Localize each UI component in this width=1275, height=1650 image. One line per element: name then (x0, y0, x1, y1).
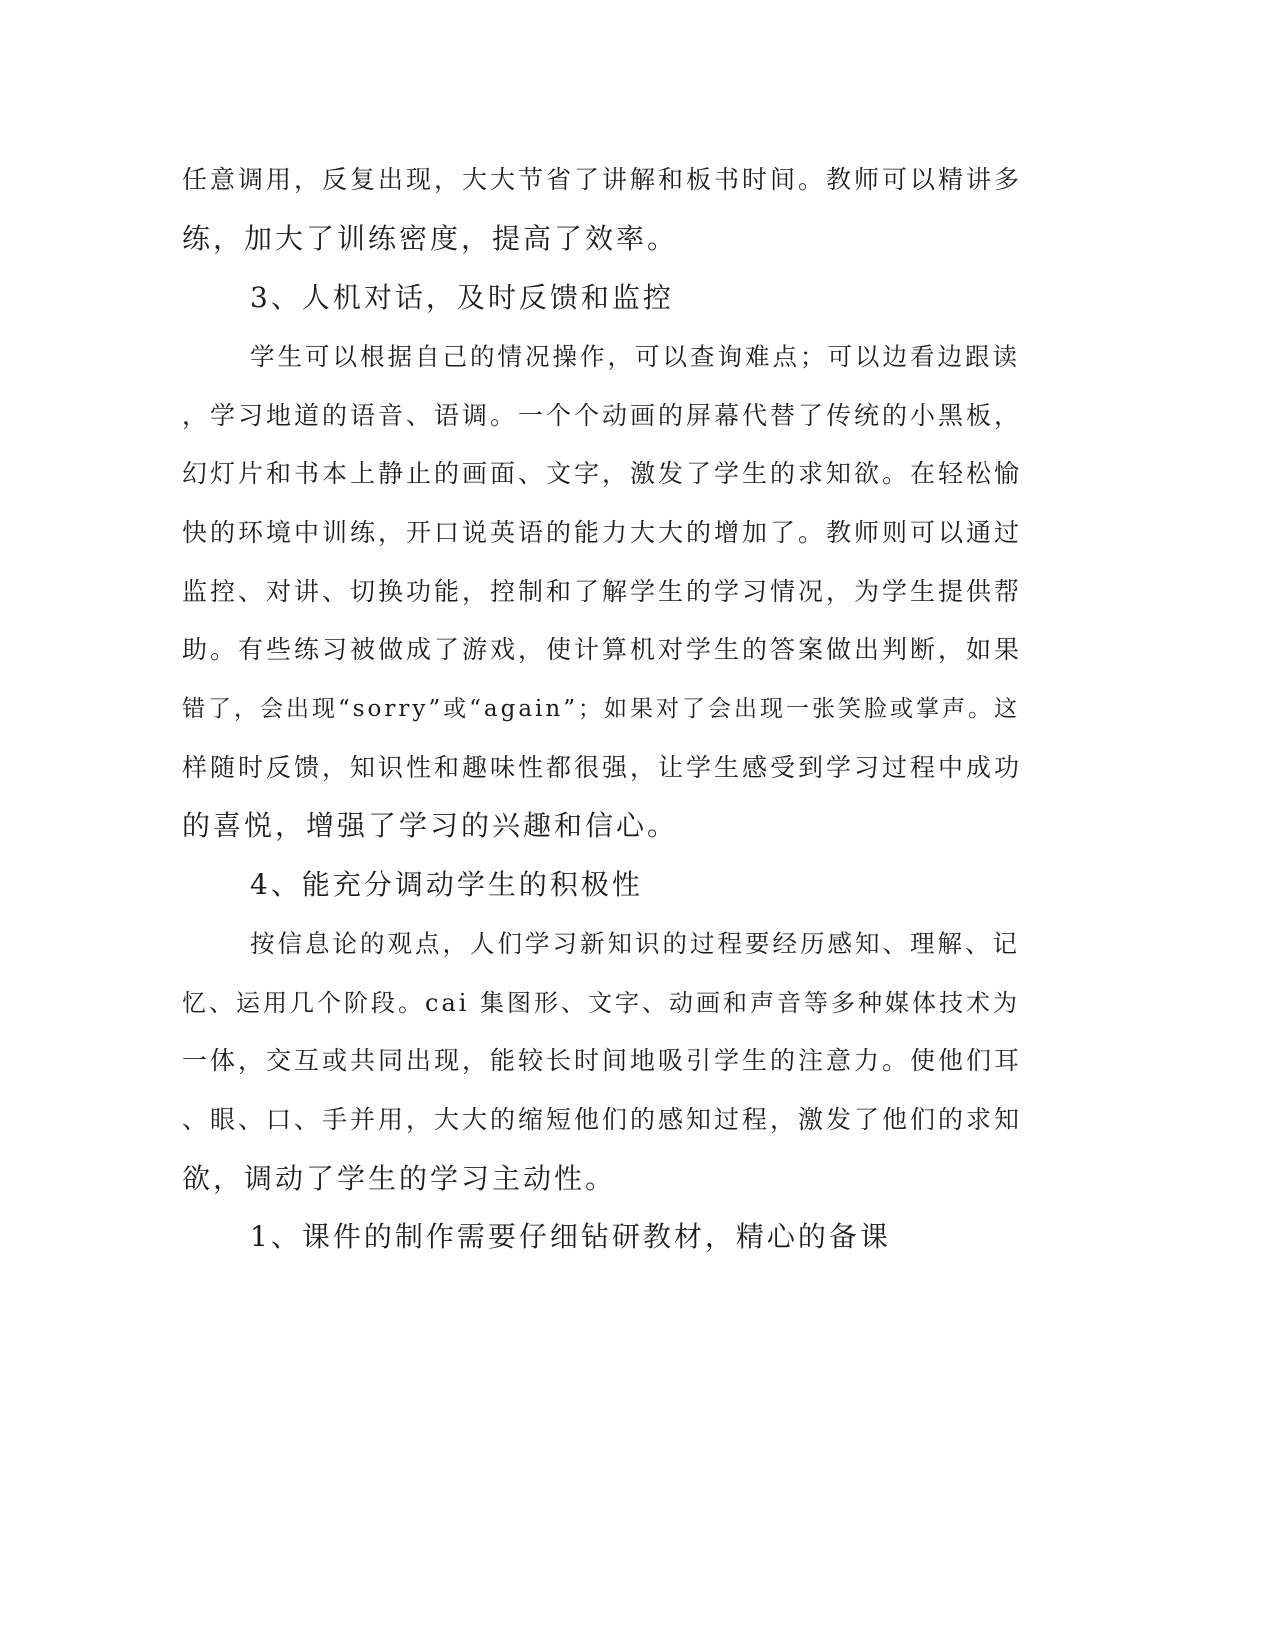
text-line: 一体，交互或共同出现，能较长时间地吸引学生的注意力。使他们耳 (182, 1046, 1023, 1075)
text-line: 助。有些练习被做成了游戏，使计算机对学生的答案做出判断，如果 (182, 635, 1023, 664)
text-line: 样随时反馈，知识性和趣味性都很强，让学生感受到学习过程中成功 (182, 753, 1023, 782)
text-line: 的喜悦，增强了学习的兴趣和信心。 (182, 809, 679, 842)
text-line: ，学习地道的语音、语调。一个个动画的屏幕代替了传统的小黑板， (182, 401, 1023, 430)
section-heading: 3、人机对话，及时反馈和监控 (250, 281, 674, 314)
text-line: 练，加大了训练密度，提高了效率。 (182, 222, 679, 255)
text-line: 错了，会出现“sorry”或“again”；如果对了会出现一张笑脸或掌声。这 (182, 696, 1020, 722)
text-line: 快的环境中训练，开口说英语的能力大大的增加了。教师则可以通过 (182, 518, 1023, 547)
text-line: 幻灯片和书本上静止的画面、文字，激发了学生的求知欲。在轻松愉 (182, 459, 1023, 488)
text-line: 按信息论的观点，人们学习新知识的过程要经历感知、理解、记 (250, 929, 1020, 958)
text-line: 、眼、口、手并用，大大的缩短他们的感知过程，激发了他们的求知 (182, 1105, 1023, 1134)
text-line: 欲，调动了学生的学习主动性。 (182, 1162, 617, 1195)
text-line: 监控、对讲、切换功能，控制和了解学生的学习情况，为学生提供帮 (182, 577, 1023, 606)
text-line: 忆、运用几个阶段。cai 集图形、文字、动画和声音等多种媒体技术为 (182, 989, 1021, 1017)
section-heading: 1、课件的制作需要仔细钻研教材，精心的备课 (250, 1220, 891, 1253)
text-line: 任意调用，反复出现，大大节省了讲解和板书时间。教师可以精讲多 (182, 165, 1023, 194)
section-heading: 4、能充分调动学生的积极性 (250, 868, 643, 901)
text-line: 学生可以根据自己的情况操作，可以查询难点；可以边看边跟读 (250, 342, 1020, 371)
